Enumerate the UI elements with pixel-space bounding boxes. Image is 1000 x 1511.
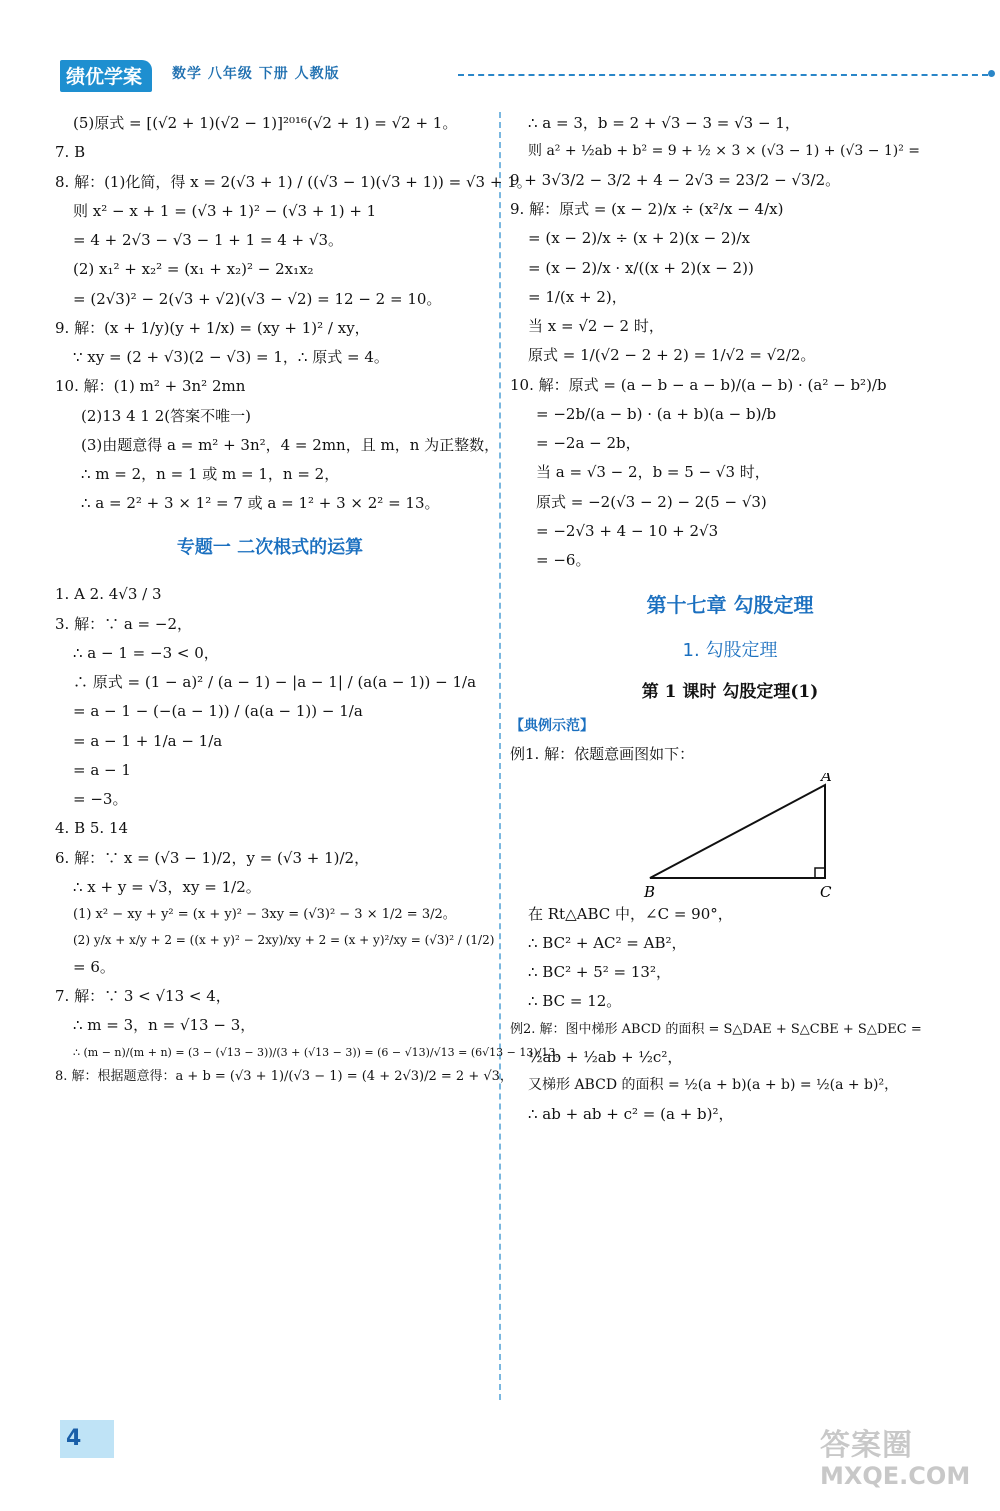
answer-line: = a − 1 − (−(a − 1)) / (a(a − 1)) − 1/a xyxy=(73,702,363,721)
page-header xyxy=(60,60,940,90)
answer-line: ∴ a = 2² + 3 × 1² = 7 或 a = 1² + 3 × 2² = 13。 xyxy=(81,494,440,513)
answer-line: = 4 + 2√3 − √3 − 1 + 1 = 4 + √3。 xyxy=(73,231,343,249)
answer-line: 则 x² − x + 1 = (√3 + 1)² − (√3 + 1) + 1 xyxy=(73,201,377,220)
example-tag: 【典例示范】 xyxy=(510,717,594,734)
answer-line: 当 a = √3 − 2，b = 5 − √3 时， xyxy=(536,463,770,482)
answer-line: 原式 = 1/(√2 − 2 + 2) = 1/√2 = √2/2。 xyxy=(528,346,816,365)
topic-heading: 专题一 二次根式的运算 xyxy=(176,536,364,558)
answer-line: = −2√3 + 4 − 10 + 2√3 xyxy=(536,521,719,540)
answer-line: = −2b/(a − b) · (a + b)(a − b)/b xyxy=(536,404,777,423)
answer-line: = a − 1 xyxy=(73,760,131,779)
answer-line: ∴ m = 3，n = √13 − 3， xyxy=(73,1016,256,1035)
watermark-logo: 答案圈 xyxy=(820,1428,913,1463)
answer-line: = (x − 2)/x ÷ (x + 2)(x − 2)/x xyxy=(528,229,750,248)
answer-line: ∵ xy = (2 + √3)(2 − √3) = 1，∴ 原式 = 4。 xyxy=(73,348,389,366)
answer-line: (1) x² − xy + y² = (x + y)² − 3xy = (√3)² − 3 × 1/2 = 3/2。 xyxy=(73,907,456,923)
answer-line: 6. 解：∵ x = (√3 − 1)/2，y = (√3 + 1)/2， xyxy=(55,848,370,867)
answer-line: 9. 解：原式 = (x − 2)/x ÷ (x²/x − 4/x) xyxy=(510,200,784,219)
answer-line: 9. 解：(x + 1/y)(y + 1/x) = (xy + 1)² / xy， xyxy=(55,318,370,337)
right-column xyxy=(510,112,950,1132)
answer-line: ∴ (m − n)/(m + n) = (3 − (√13 − 3))/(3 + (√13 − 3)) = (6 − √13)/√13 = (6√13 − 13)/13。 xyxy=(73,1045,567,1059)
answer-line: ½ab + ½ab + ½c²， xyxy=(528,1047,683,1066)
answer-line: (2)13 4 1 2(答案不唯一) xyxy=(81,406,251,425)
answer-line: (2) y/x + x/y + 2 = ((x + y)² − 2xy)/xy + 2 = (x + y)²/xy = (√3)² / (1/2) xyxy=(73,933,495,948)
answer-line: = a − 1 + 1/a − 1/a xyxy=(73,731,223,750)
answer-line: (5)原式 = [(√2 + 1)(√2 − 1)]²⁰¹⁶(√2 + 1) = √2 + 1。 xyxy=(73,114,458,132)
answer-line: ∴ BC = 12。 xyxy=(528,992,622,1011)
chapter-heading: 第十七章 勾股定理 xyxy=(646,593,814,618)
header-rule-dot xyxy=(988,70,995,77)
answer-line: (2) x₁² + x₂² = (x₁ + x₂)² − 2x₁x₂ xyxy=(73,260,314,279)
triangle-abc xyxy=(650,785,825,878)
book-meta: 数学 八年级 下册 人教版 xyxy=(172,66,340,82)
answer-line: = 6。 xyxy=(73,957,115,976)
lesson-heading: 第 1 课时 勾股定理(1) xyxy=(641,682,819,703)
answer-line: 在 Rt△ABC 中，∠C = 90°， xyxy=(528,904,733,923)
answer-line: 10. 解：(1) m² + 3n² 2mn xyxy=(55,377,246,396)
answer-line: (3)由题意得 a = m² + 3n²，4 = 2mn，且 m，n 为正整数， xyxy=(81,435,500,454)
answer-line: 10. 解：原式 = (a − b − a − b)/(a − b) · (a² − b²)/b xyxy=(510,375,887,394)
section-heading: 1. 勾股定理 xyxy=(682,640,778,662)
answer-line: = −6。 xyxy=(536,551,591,570)
watermark-url: MXQE.COM xyxy=(820,1462,971,1490)
answer-line: ∴ x + y = √3，xy = 1/2。 xyxy=(73,877,261,896)
page-number: 4 xyxy=(60,1420,114,1458)
answer-line: = (2√3)² − 2(√3 + √2)(√3 − √2) = 12 − 2 = 10。 xyxy=(73,289,442,308)
answer-line: 则 a² + ½ab + b² = 9 + ½ × 3 × (√3 − 1) + (√3 − 1)² = xyxy=(528,143,921,160)
triangle-svg xyxy=(610,773,910,903)
answer-line: 例2. 解：图中梯形 ABCD 的面积 = S△DAE + S△CBE + S△DEC = xyxy=(510,1021,922,1037)
answer-line: ∴ ab + ab + c² = (a + b)²， xyxy=(528,1104,734,1123)
answer-line: 8. 解：根据题意得：a + b = (√3 + 1)/(√3 − 1) = (4 + 2√3)/2 = 2 + √3， xyxy=(55,1068,513,1084)
answer-line: ∴ a = 3，b = 2 + √3 − 3 = √3 − 1， xyxy=(528,114,800,132)
answer-line: ∴ BC² + 5² = 13²， xyxy=(528,963,671,982)
column-divider xyxy=(499,112,501,1400)
answer-line: 当 x = √2 − 2 时， xyxy=(528,317,664,336)
right-triangle-figure xyxy=(610,773,910,903)
answer-line: 例1. 解：依题意画图如下： xyxy=(510,745,695,764)
answer-line: 原式 = −2(√3 − 2) − 2(5 − √3) xyxy=(536,492,767,511)
vertex-b-label: B xyxy=(644,882,656,901)
answer-line: 9 + 3√3/2 − 3/2 + 4 − 2√3 = 23/2 − √3/2。 xyxy=(510,170,841,189)
answer-line: = −2a − 2b， xyxy=(536,434,641,453)
answer-line: 7. B xyxy=(55,143,86,162)
answer-line: 8. 解：(1)化简，得 x = 2(√3 + 1) / ((√3 − 1)(√3 + 1)) = √3 + 1。 xyxy=(55,172,532,191)
vertex-a-label: A xyxy=(821,772,832,785)
answer-line: 1. A 2. 4√3 / 3 xyxy=(55,585,162,604)
answer-line: = (x − 2)/x · x/((x + 2)(x − 2)) xyxy=(528,258,754,277)
brand-logo: 绩优学案 xyxy=(60,60,152,92)
answer-line: ∴ a − 1 = −3 < 0， xyxy=(73,643,219,662)
answer-line: ∴ 原式 = (1 − a)² / (a − 1) − |a − 1| / (a(a − 1)) − 1/a xyxy=(73,673,477,692)
answer-line: = −3。 xyxy=(73,790,128,809)
answer-line: ∴ m = 2，n = 1 或 m = 1，n = 2， xyxy=(81,465,340,483)
answer-line: 3. 解：∵ a = −2， xyxy=(55,614,193,633)
answer-line: 7. 解：∵ 3 < √13 < 4， xyxy=(55,987,231,1006)
answer-line: ∴ BC² + AC² = AB²， xyxy=(528,933,687,952)
vertex-c-label: C xyxy=(820,882,832,901)
answer-line: 又梯形 ABCD 的面积 = ½(a + b)(a + b) = ½(a + b)²， xyxy=(528,1077,899,1093)
right-angle-mark xyxy=(815,868,825,878)
answer-line: 4. B 5. 14 xyxy=(55,819,129,838)
header-dashed-rule xyxy=(458,74,988,76)
answer-line: = 1/(x + 2)， xyxy=(528,287,627,306)
